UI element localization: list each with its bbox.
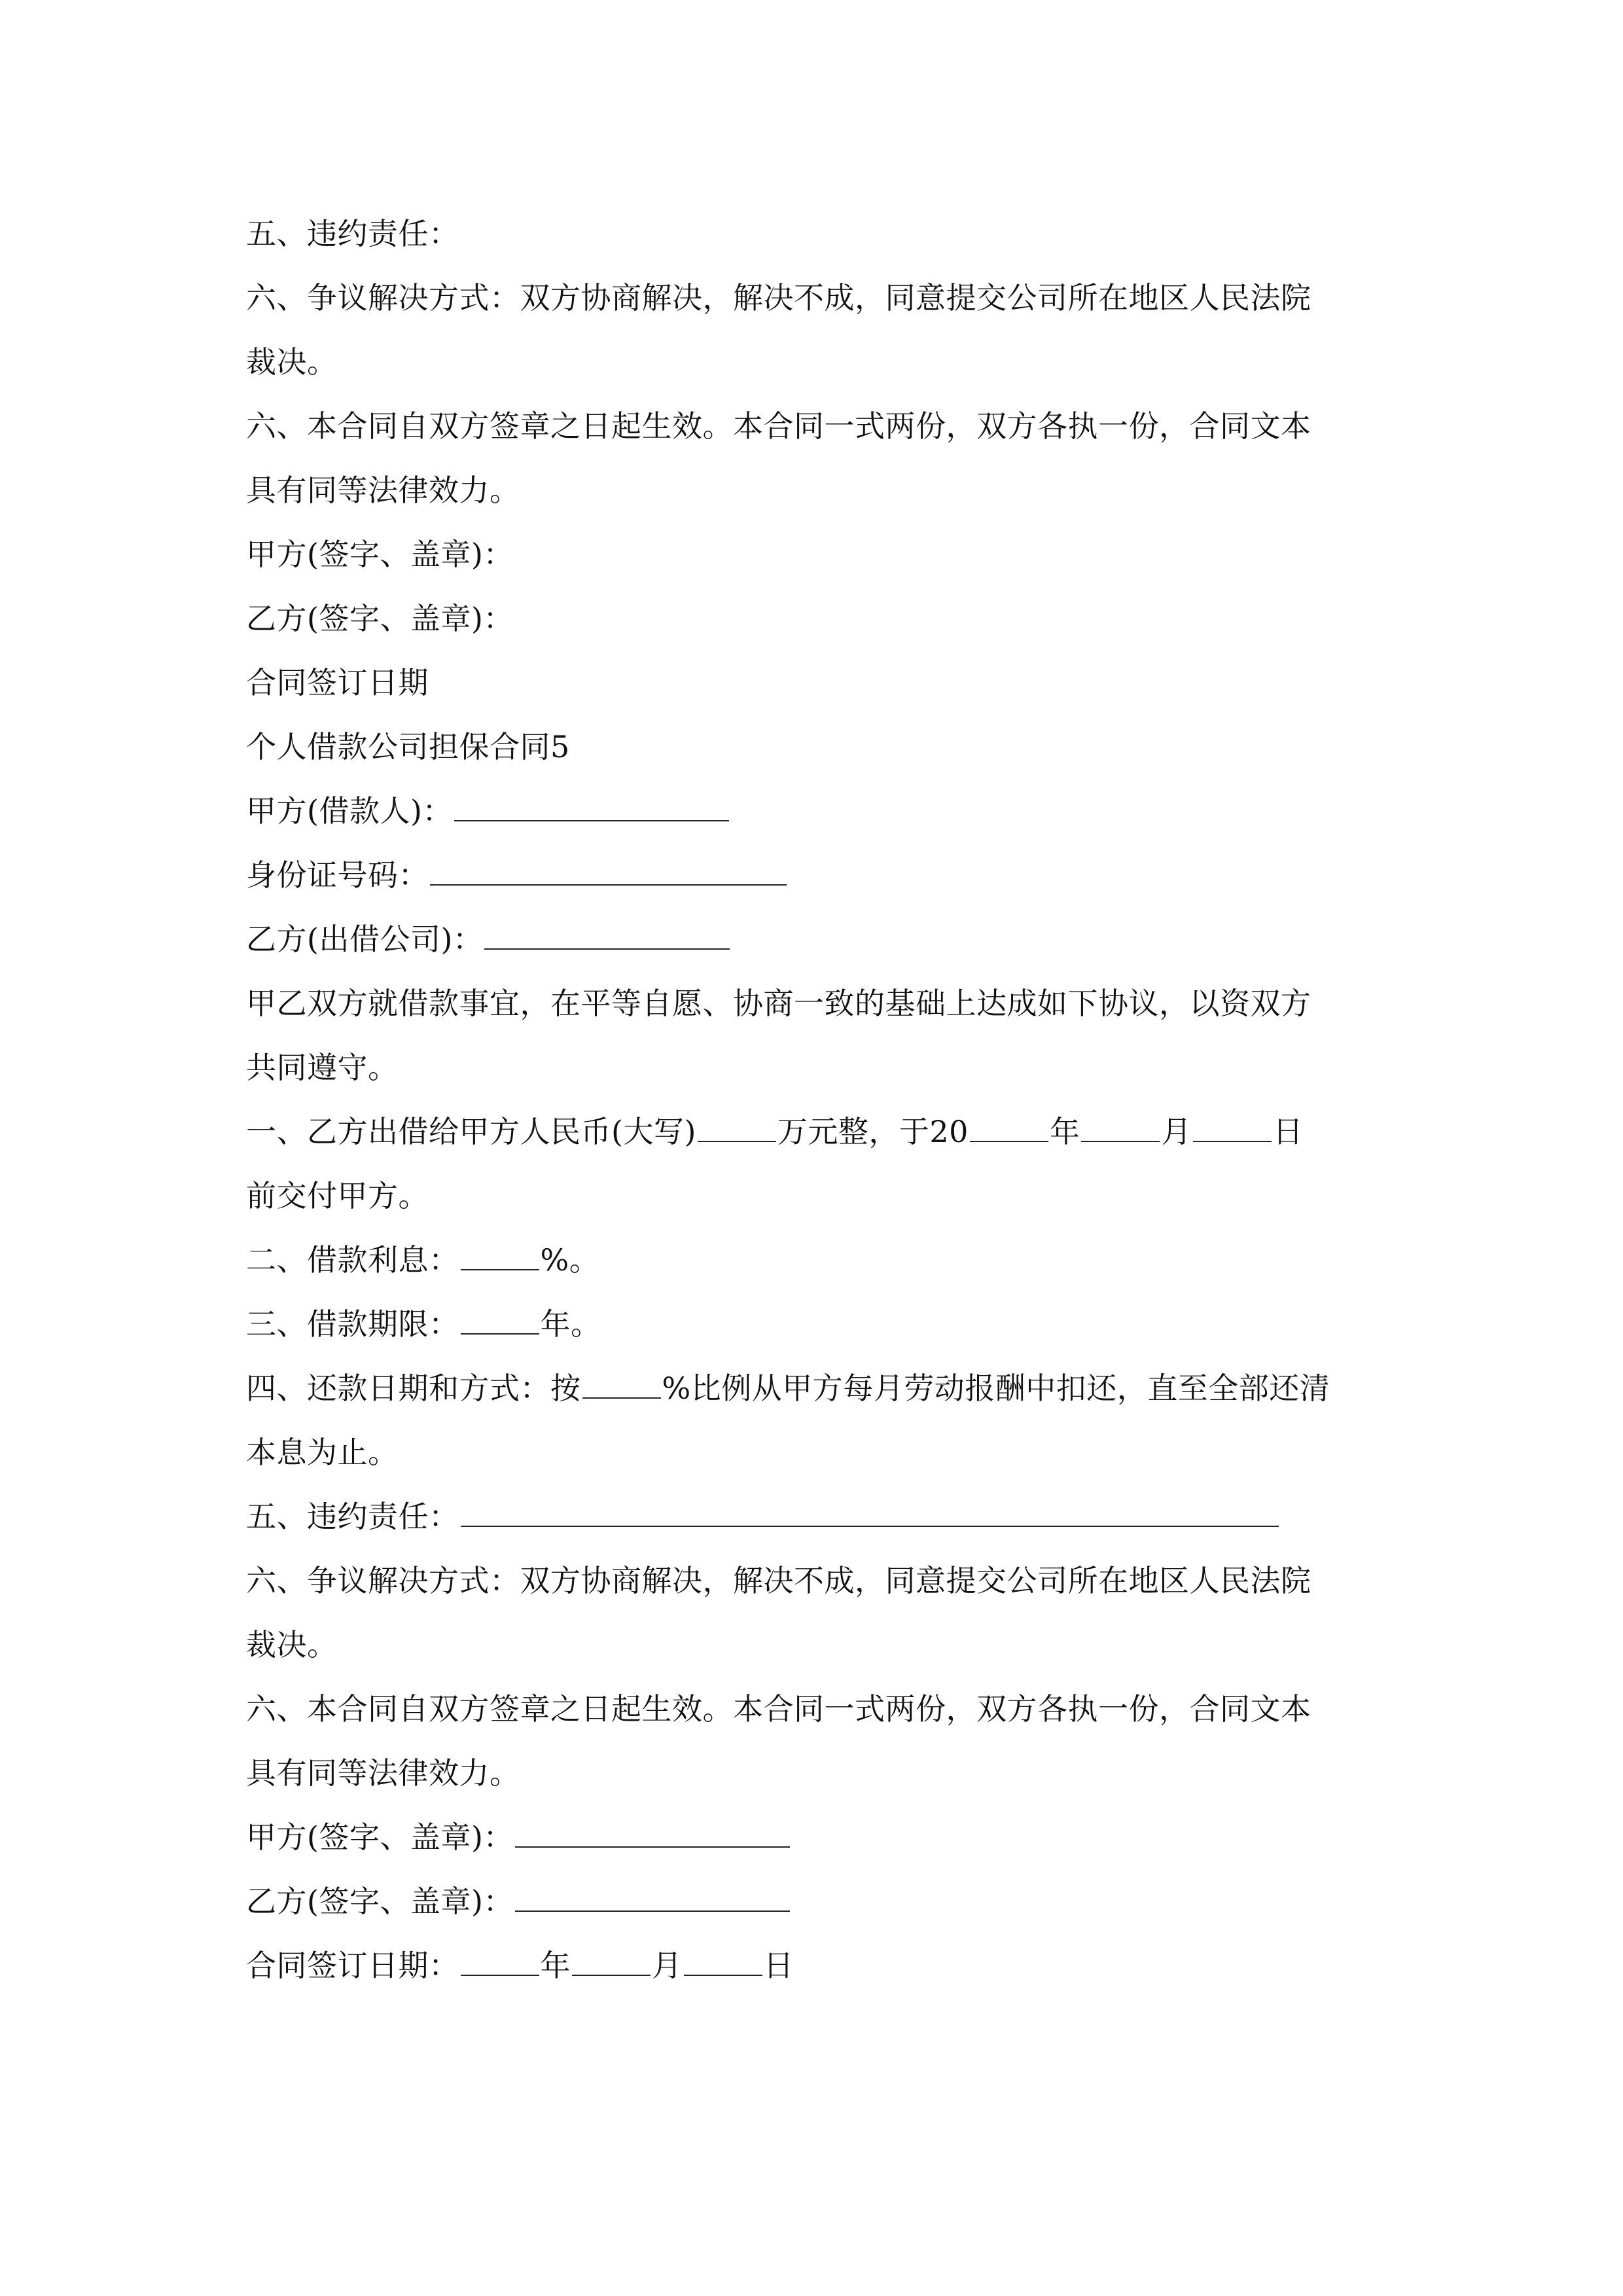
- effect-clause-line2: 具有同等法律效力。: [246, 473, 520, 508]
- dispute-clause-line1: 六、争议解决方式：双方协商解决，解决不成，同意提交公司所在地区人民法院: [246, 280, 1311, 315]
- repayment-percent-blank[interactable]: [582, 1365, 661, 1399]
- breach-blank[interactable]: [461, 1493, 1279, 1527]
- date-month-blank[interactable]: [572, 1942, 651, 1976]
- date-year-blank[interactable]: [461, 1942, 539, 1976]
- party-a-signature-2: [246, 1805, 1378, 1869]
- interest-suffix: %。: [540, 1242, 600, 1278]
- borrower-line: [246, 779, 1378, 843]
- loan-month-blank[interactable]: [1081, 1108, 1160, 1142]
- breach-label: 五、违约责任：: [246, 1499, 459, 1534]
- term-clause: [246, 1292, 1378, 1356]
- id-number-label: 身份证号码：: [246, 857, 429, 893]
- lender-line: [246, 907, 1378, 971]
- loan-amount-blank[interactable]: [698, 1108, 776, 1142]
- breach-clause-2: [246, 1484, 1378, 1549]
- party-b-sign-blank[interactable]: [515, 1878, 790, 1912]
- signing-date-2: [246, 1933, 1378, 1998]
- loan-day-blank[interactable]: [1193, 1108, 1272, 1142]
- breach-clause: 五、违约责任：: [246, 216, 459, 251]
- interest-blank[interactable]: [461, 1236, 539, 1270]
- effect-clause-line1: 六、本合同自双方签章之日起生效。本合同一式两份，双方各执一份，合同文本: [246, 408, 1311, 444]
- party-a-sign-blank[interactable]: [515, 1814, 790, 1848]
- lender-label: 乙方(出借公司)：: [246, 922, 484, 957]
- effect-clause-2-line1: 六、本合同自双方签章之日起生效。本合同一式两份，双方各执一份，合同文本: [246, 1691, 1311, 1727]
- date-day-blank[interactable]: [684, 1942, 762, 1976]
- loan-year-blank[interactable]: [970, 1108, 1048, 1142]
- intro-line2: 共同遵守。: [246, 1050, 399, 1085]
- party-a-sign-label: 甲方(签字、盖章)：: [246, 1820, 514, 1855]
- party-b-sign-label: 乙方(签字、盖章)：: [246, 1884, 514, 1919]
- lender-blank[interactable]: [484, 916, 730, 950]
- dispute-clause-2-line1: 六、争议解决方式：双方协商解决，解决不成，同意提交公司所在地区人民法院: [246, 1563, 1311, 1598]
- party-a-signature: 甲方(签字、盖章)：: [246, 537, 514, 572]
- dispute-clause-2-line2: 裁决。: [246, 1627, 338, 1662]
- date-year-label: 年: [540, 1948, 571, 1983]
- loan-year-label: 年: [1049, 1114, 1080, 1149]
- effect-clause-2-line2: 具有同等法律效力。: [246, 1755, 520, 1791]
- term-blank[interactable]: [461, 1300, 539, 1335]
- repayment-clause-line2: 本息为止。: [246, 1435, 399, 1470]
- signing-date: 合同签订日期: [246, 665, 429, 700]
- loan-amount-text-a: 一、乙方出借给甲方人民币(大写): [246, 1114, 696, 1149]
- interest-label: 二、借款利息：: [246, 1242, 459, 1278]
- date-label: 合同签订日期：: [246, 1948, 459, 1983]
- repayment-text-a: 四、还款日期和方式：按: [246, 1371, 581, 1406]
- repayment-text-b: %比例从甲方每月劳动报酬中扣还，直至全部还清: [662, 1371, 1330, 1406]
- id-number-blank[interactable]: [430, 852, 787, 886]
- term-suffix: 年。: [540, 1306, 601, 1342]
- borrower-label: 甲方(借款人)：: [246, 793, 453, 829]
- date-month-label: 月: [652, 1948, 683, 1983]
- contract-title: 个人借款公司担保合同5: [246, 729, 570, 764]
- loan-amount-clause-line2: 前交付甲方。: [246, 1178, 429, 1213]
- loan-day-label: 日: [1272, 1114, 1304, 1149]
- document-body: [246, 202, 1378, 1998]
- repayment-clause: [246, 1356, 1378, 1420]
- party-b-signature: 乙方(签字、盖章)：: [246, 601, 514, 636]
- intro-line1: 甲乙双方就借款事宜，在平等自愿、协商一致的基础上达成如下协议，以资双方: [246, 986, 1311, 1021]
- id-number-line: [246, 843, 1378, 907]
- dispute-clause-line2: 裁决。: [246, 344, 338, 380]
- loan-amount-clause: [246, 1100, 1378, 1164]
- date-day-label: 日: [763, 1948, 794, 1983]
- term-label: 三、借款期限：: [246, 1306, 459, 1342]
- interest-clause: [246, 1228, 1378, 1292]
- loan-amount-text-b: 万元整，于20: [777, 1114, 969, 1149]
- party-b-signature-2: [246, 1869, 1378, 1933]
- loan-month-label: 月: [1161, 1114, 1192, 1149]
- borrower-blank[interactable]: [454, 787, 729, 821]
